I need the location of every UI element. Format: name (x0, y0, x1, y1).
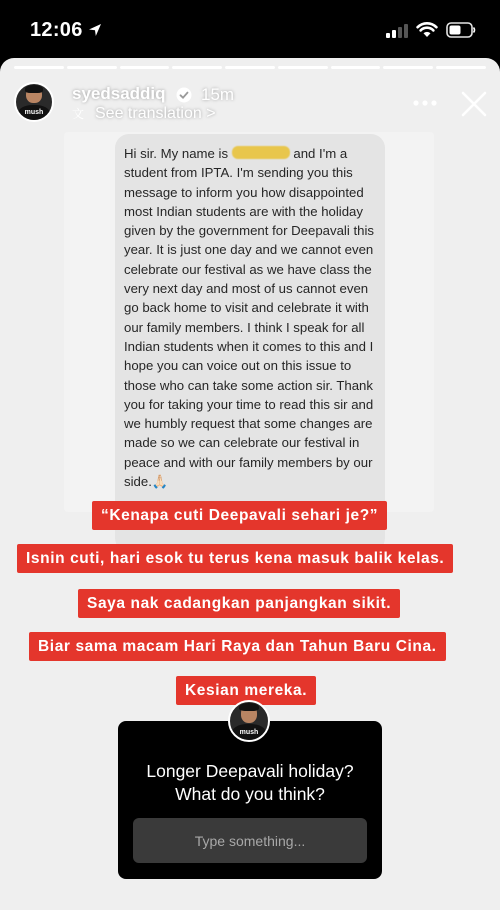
cellular-signal-icon (386, 24, 408, 38)
message-text-start: Hi sir. My name is (124, 146, 232, 161)
message-text: and I'm a student from IPTA. I'm sending you this message to inform you how disappointed most Indian students are with the holiday given by the government for Deepavali this year. It is just one day and we cannot even celebrate our festival as we have class the very next day and most of us cannot even go back home to visit and celebrate it with our family members. I think I speak for all Indian students when it comes to this and I hope you can voice out on this issue to those who can take some action sir. Thank you for taking your time to read this sir and we humbly request that some changes are made so we can celebrate our festival in peace and with our family members by our side. (124, 146, 374, 490)
praying-hands-emoji: 🙏🏻 (151, 474, 169, 490)
see-translation-link[interactable]: See translation > (95, 105, 216, 122)
avatar-shirt-text: mush (24, 109, 44, 117)
story-progress-bar (14, 66, 486, 69)
translate-icon (72, 106, 88, 122)
answer-input[interactable] (133, 818, 367, 863)
progress-segment (225, 66, 275, 69)
question-text (0, 760, 500, 806)
status-time: 12:06 (30, 19, 83, 41)
question-line-2: What do you think? (175, 784, 325, 804)
message-bubble (115, 134, 385, 552)
more-options-icon[interactable] (412, 99, 438, 107)
status-bar (0, 0, 500, 60)
chevron-right-icon: > (206, 105, 216, 122)
progress-segment (383, 66, 433, 69)
progress-segment (14, 66, 64, 69)
avatar[interactable] (14, 82, 54, 122)
question-line-1: Longer Deepavali holiday? (146, 761, 354, 781)
caption-4: Biar sama macam Hari Raya dan Tahun Baru Cina. (29, 632, 446, 661)
username[interactable]: syedsaddiq (72, 84, 166, 103)
caption-5: Kesian mereka. (176, 676, 316, 705)
question-sticker-avatar (228, 700, 270, 742)
progress-segment (67, 66, 117, 69)
time-ago: 15m (201, 85, 235, 104)
svg-text:文: 文 (72, 107, 85, 121)
avatar-shirt-text: mush (239, 728, 259, 736)
progress-segment (278, 66, 328, 69)
caption-2: Isnin cuti, hari esok tu terus kena masuk balik kelas. (17, 544, 453, 573)
wifi-icon (416, 21, 438, 38)
progress-segment (172, 66, 222, 69)
battery-icon (446, 22, 476, 38)
progress-segment (436, 66, 486, 69)
caption-1: “Kenapa cuti Deepavali sehari je?” (92, 501, 387, 530)
close-icon[interactable] (460, 90, 488, 118)
verified-badge-icon (176, 87, 192, 103)
redaction-mark (232, 146, 290, 159)
progress-segment (331, 66, 381, 69)
caption-3: Saya nak cadangkan panjangkan sikit. (78, 589, 400, 618)
location-arrow-icon (87, 22, 103, 38)
progress-segment (120, 66, 170, 69)
